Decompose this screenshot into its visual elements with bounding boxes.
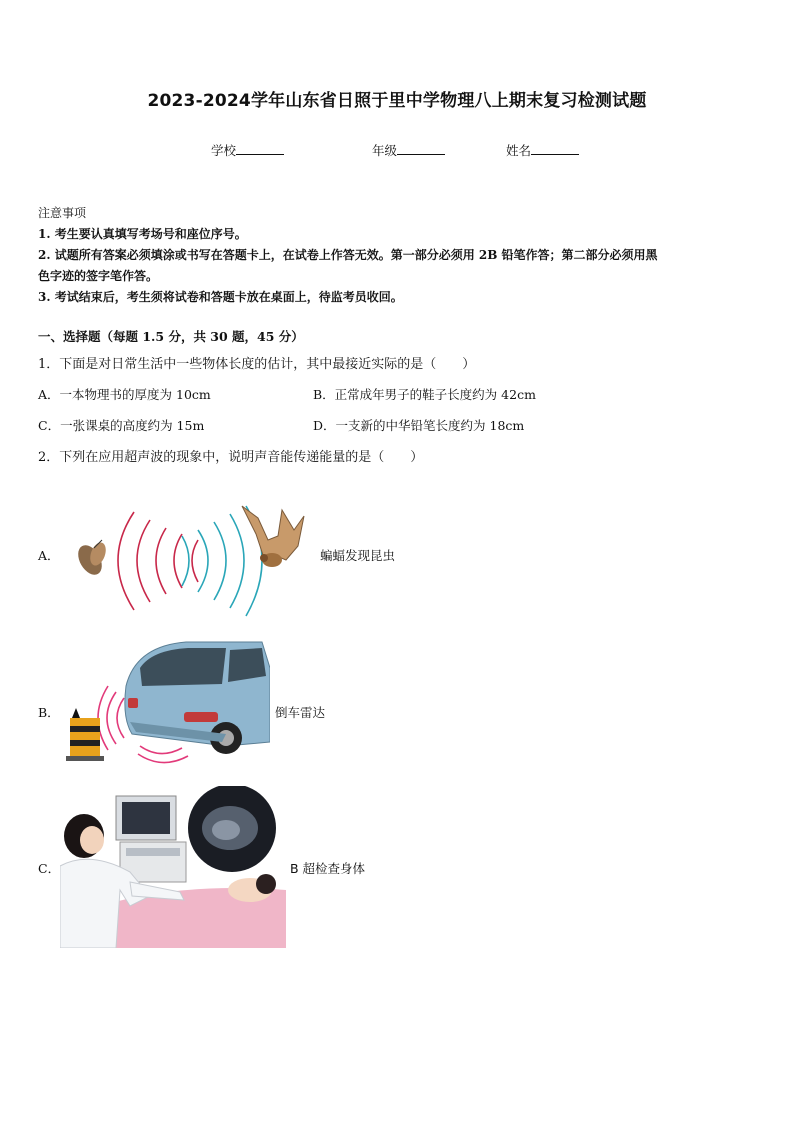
q1-option-c[interactable]: C．一张课桌的高度约为 15m bbox=[38, 418, 205, 433]
name-field bbox=[506, 141, 579, 159]
q2-option-b-caption: 倒车雷达 bbox=[275, 705, 326, 720]
note-item-2a: 2. 试题所有答案必须填涂或书写在答题卡上，在试卷上作答无效。第一部分必须用 2B 铅笔作答；第二部分必须用黑 bbox=[38, 248, 658, 262]
q2-option-c-letter[interactable]: C． bbox=[38, 861, 61, 876]
moth-icon bbox=[73, 540, 108, 579]
note-item-3: 3. 考试结束后，考生须将试卷和答题卡放在桌面上，待监考员收回。 bbox=[38, 290, 403, 304]
school-label: 学校 bbox=[211, 143, 237, 158]
grade-blank[interactable] bbox=[397, 142, 445, 155]
notes-heading: 注意事项 bbox=[38, 206, 87, 220]
q1-option-d[interactable]: D．一支新的中华铅笔长度约为 18cm bbox=[313, 418, 525, 433]
question-2-stem: 2．下列在应用超声波的现象中，说明声音能传递能量的是（ ） bbox=[38, 450, 424, 465]
q2-option-b-letter[interactable]: B． bbox=[38, 705, 60, 720]
school-blank[interactable] bbox=[236, 142, 284, 155]
q1-option-b[interactable]: B．正常成年男子的鞋子长度约为 42cm bbox=[313, 387, 536, 402]
grade-field bbox=[372, 141, 445, 159]
bat-icon bbox=[242, 506, 304, 567]
name-label: 姓名 bbox=[506, 143, 532, 158]
q2-option-a-caption: 蝙蝠发现昆虫 bbox=[320, 548, 396, 563]
question-1-stem: 1．下面是对日常生活中一些物体长度的估计，其中最接近实际的是（ ） bbox=[38, 357, 476, 372]
car-radar-illustration bbox=[66, 638, 270, 774]
page-title: 2023-2024学年山东省日照于里中学物理八上期末复习检测试题 bbox=[147, 91, 647, 111]
grade-label: 年级 bbox=[372, 143, 398, 158]
name-blank[interactable] bbox=[531, 142, 579, 155]
ultrasound-illustration bbox=[60, 786, 286, 948]
notes-block bbox=[38, 203, 760, 308]
q1-option-a[interactable]: A．一本物理书的厚度为 10cm bbox=[38, 387, 211, 402]
note-item-2b: 色字迹的签字笔作答。 bbox=[38, 269, 159, 283]
school-field bbox=[211, 141, 284, 159]
section-1-title: 一、选择题（每题 1.5 分，共 30 题，45 分） bbox=[38, 329, 304, 344]
note-item-1: 1. 考生要认真填写考场号和座位序号。 bbox=[38, 227, 247, 241]
q2-option-a-letter[interactable]: A． bbox=[38, 548, 60, 563]
bat-insect-illustration bbox=[72, 496, 312, 624]
q2-option-c-caption: B 超检查身体 bbox=[290, 861, 366, 876]
